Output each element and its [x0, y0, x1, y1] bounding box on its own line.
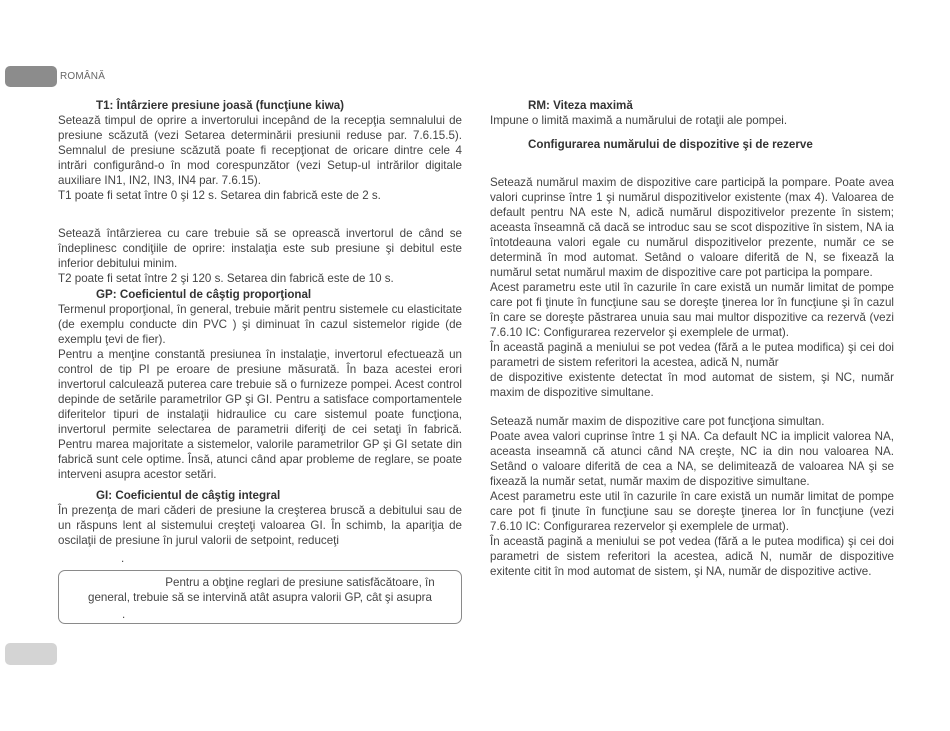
na-text-2: Acest parametru este util în cazurile în care există un număr limitat de pompe care pot fi ţinute în funcţiune sau se doreşte ţinerea lor în funcţiune şi în cazul în care se doreşte păstrarea unuia sau mai multor dispozitive ca rezervă (vezi 7.6.10 IC: Configurarea rezervelor şi exemplele de urmat).	[490, 281, 894, 339]
page-number-tab	[5, 643, 57, 665]
config-heading: Configurarea numărului de dispozitive şi de rezerve	[528, 138, 813, 151]
left-column	[58, 98, 462, 548]
language-tab	[5, 66, 57, 87]
t1-range: T1 poate fi setat între 0 şi 12 s. Setarea din fabrică este de 2 s.	[58, 189, 381, 202]
gi-text: În prezenţa de mari căderi de presiune la creşterea bruscă a debitului sau de un răspuns lent al sistemului creşteţi valoarea GI. În schimb, la apariţia de oscilaţii de presiune în jurul valorii de setpoint, reduceţi	[58, 504, 462, 547]
na-text-3: În această pagină a meniului se pot vedea (fără a le putea modifica) şi cei doi parametri de sistem referitori la acestea, adică N, număr	[490, 341, 894, 369]
nc-text-2: Poate avea valori cuprinse între 1 şi NA. Ca default NC ia implicit valorea NA, aceasta inseamnă că atunci când NA creşte, NC ia din nou valoarea NA. Setând o valoare diferită de cea a NA, se delimitează de valoarea NA şi se fixează la număr setat, număr maxim de dispozitive simultane.	[490, 430, 894, 488]
gp-heading: GP: Coeficientul de câştig proporţional	[96, 288, 312, 301]
nc-text-3: Acest parametru este util în cazurile în care există un număr limitat de pompe care pot fi ţinute în funcţiune sau se doreşte ţinerea lor în funcţiune (vezi 7.6.10 IC: Configurarea rezervelor şi exemplele de urmat).	[490, 490, 894, 533]
note-tail: .	[122, 608, 126, 621]
t1-heading: T1: Întârziere presiune joasă (funcţiune kiwa)	[96, 99, 345, 112]
t2-text: Setează întârzierea cu care trebuie să se oprească invertorul de când se îndeplinesc condiţiile de oprire: instalaţia este sub presiune şi debitul este inferior debitului minim.	[58, 227, 462, 270]
right-column	[490, 98, 894, 579]
gi-heading: GI: Coeficientul de câştig integral	[96, 489, 281, 502]
na-text-4: de dispozitive existente detectat în mod automat de sistem, şi NC, număr maxim de dispozitive simultane.	[490, 371, 894, 399]
nc-text-4: În această pagină a meniului se pot vedea (fără a le putea modifica) şi cei doi parametri de sistem referitori la acestea, adică N, număr de dispozitive exitente citit în mod automat de sistem, şi NA, număr de dispozitive active.	[490, 535, 894, 578]
na-text-1: Setează numărul maxim de dispozitive care participă la pompare. Poate avea valori cuprinse între 1 şi numărul dispozitivelor existente (max 4). Valoarea de default pentru NA este N, adică numărul dispozitivelor prezente în sistem; aceasta înseamnă că dacă se introduc sau se scot dispozitive în sistem, NA ia întotdeauna valori egale cu numărul dispozitivelor prezente, număr ce se determină în mod automat. Setând o valoare diferită de N, se fixează la numărul setat numărul maxim de dispozitive care pot participa la pompare.	[490, 176, 894, 279]
nc-text-1: Setează număr maxim de dispozitive care pot funcţiona simultan.	[490, 415, 825, 428]
rm-heading: RM: Viteza maximă	[528, 99, 633, 112]
note-box	[58, 570, 462, 624]
gp-text-2: Pentru a menţine constantă presiunea în instalaţie, invertorul efectuează un control de tip PI pe eroare de presiune măsurată. În baza acestei erori invertorul calculează puterea care trebuie să o furnizeze pompei. Acest control depinde de setările parametrilor GP şi GI. Pentru a satisface comportamentele diferitelor tipuri de instalaţii hidraulice cu care sistemul poate funcţiona, invertorul permite selectarea de parametrii diferiţi de cei setaţi în fabrică. Pentru marea majoritate a sistemelor, valorile parametrilor GP şi GI setate din fabrică sunt cele optime. Însă, atunci când apar probleme de reglare, se poate interveni asupra acestor setări.	[58, 348, 462, 481]
t1-text: Setează timpul de oprire a invertorului incepând de la recepţia semnalului de presiune scăzută (vezi Setarea determinării presiunii reduse par. 7.6.15.5). Semnalul de presiune scăzută poate fi recepţionat de oricare dintre cele 4 intrări configurând-o în mod corespunzător (vezi Setup-ul intrărilor digitale auxiliare IN1, IN2, IN3, IN4 par. 7.6.15).	[58, 114, 462, 187]
note-text: Pentru a obţine reglari de presiune satisfăcătoare, în general, trebuie să se intervină atât asupra valorii GP, cât şi asupra	[88, 576, 435, 604]
t2-range: T2 poate fi setat între 2 şi 120 s. Setarea din fabrică este de 10 s.	[58, 272, 394, 285]
language-label: ROMÂNĂ	[60, 71, 106, 82]
gi-tail: .	[121, 552, 125, 565]
rm-text: Impune o limită maximă a numărului de rotaţii ale pompei.	[490, 114, 788, 127]
gp-text-1: Termenul proporţional, în general, trebuie mărit pentru sistemele cu elasticitate (de exemplu conducte din PVC ) şi diminuat în cazul sistemelor rigide (de exemplu ţevi de fier).	[58, 303, 462, 346]
